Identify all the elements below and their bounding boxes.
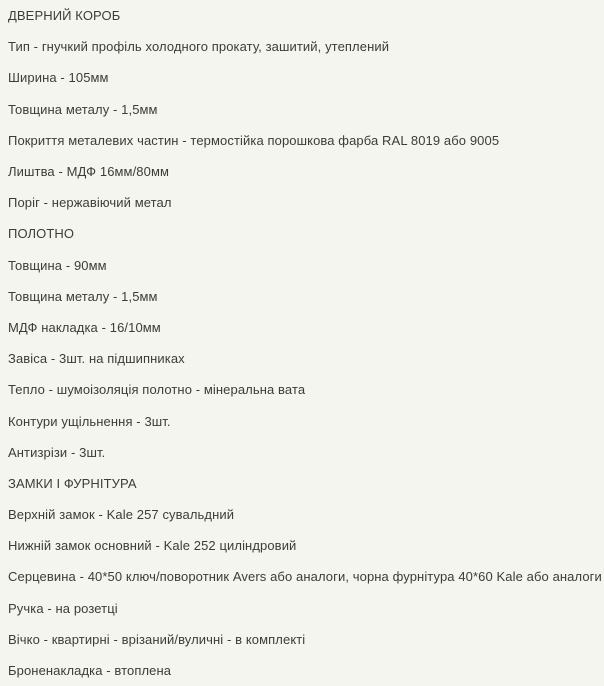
spec-item: Лиштва - МДФ 16мм/80мм <box>8 164 170 180</box>
spec-item: Поріг - нержавіючий метал <box>8 195 172 211</box>
spec-item: Товщина металу - 1,5мм <box>8 101 158 117</box>
spec-item: Товщина - 90мм <box>8 257 107 273</box>
spec-item: Покриття металевих частин - термостійка порошкова фарба RAL 8019 або 9005 <box>8 132 500 148</box>
spec-item: Тип - гнучкий профіль холодного прокату, зашитий, утеплений <box>8 39 390 55</box>
spec-item: Товщина металу - 1,5мм <box>8 288 158 304</box>
spec-item: Ручка - на розетці <box>8 600 118 616</box>
spec-item: Нижній замок основний - Kale 252 циліндровий <box>8 538 297 554</box>
spec-item: Серцевина - 40*50 ключ/поворотник Avers або аналоги, чорна фурнітура 40*60 Kale або аналоги <box>8 569 602 585</box>
spec-item: Верхній замок - Kale 257 сувальдний <box>8 507 235 523</box>
spec-item: Вічко - квартирні - врізаний/вуличні - в комплекті <box>8 631 306 647</box>
spec-item: Завіса - 3шт. на підшипниках <box>8 351 185 367</box>
spec-item: Тепло - шумоізоляція полотно - мінеральна вата <box>8 382 306 398</box>
spec-item: Контури ущільнення - 3шт. <box>8 413 171 429</box>
spec-item: Антизрізи - 3шт. <box>8 444 106 460</box>
section-heading: ЗАМКИ І ФУРНІТУРА <box>8 475 137 491</box>
section-heading: ПОЛОТНО <box>8 226 75 242</box>
spec-item: Броненакладка - втоплена <box>8 663 172 679</box>
section-heading: ДВЕРНИЙ КОРОБ <box>8 8 121 24</box>
spec-item: МДФ накладка - 16/10мм <box>8 319 161 335</box>
spec-item: Ширина - 105мм <box>8 70 109 86</box>
